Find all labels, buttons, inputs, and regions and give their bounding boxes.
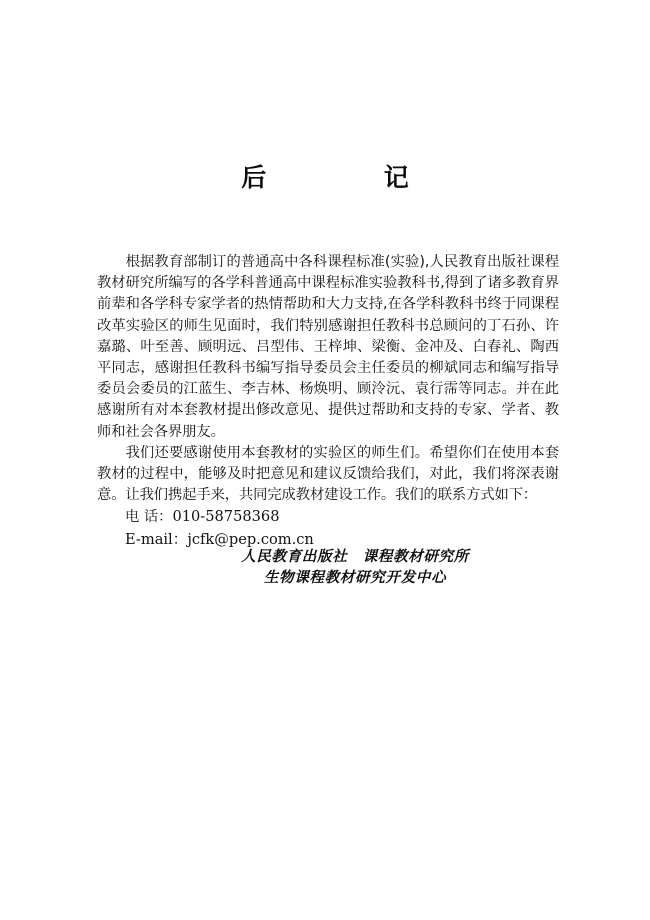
contact-phone-label: 电 话：	[125, 509, 173, 526]
contact-phone-value: 010-58758368	[172, 508, 280, 526]
signature-line-center: 生物课程教材研究开发中心	[263, 568, 447, 586]
contact-phone-line	[97, 506, 559, 528]
contact-email-label: E-mail：	[125, 530, 188, 548]
contact-email-value: jcfk@pep.com.cn	[187, 530, 314, 548]
signature-line-publisher: 人民教育出版社 课程教材研究所	[241, 548, 469, 565]
body-text-block	[97, 252, 559, 550]
signature-block	[0, 547, 650, 588]
paragraph-2: 我们还要感谢使用本套教材的实验区的师生们。希望你们在使用本套教材的过程中，能够及时把意见和建议反馈给我们，对此，我们将深表谢意。让我们携起手来，共同完成教材建设工作。我们的联系方式如下：	[97, 444, 559, 504]
paragraph-1: 根据教育部制订的普通高中各科课程标准(实验),人民教育出版社课程教材研究所编写的各学科普通高中课程标准实验教科书,得到了诸多教育界前辈和各学科专家学者的热情帮助和大力支持,在各学科教科书终于同课程改革实验区的师生见面时，我们特别感谢担任教科书总顾问的丁石孙、许嘉璐、叶至善、顾明远、吕型伟、王梓坤、梁衡、金冲及、白春礼、陶西平同志，感谢担任教科书编写指导委员会主任委员的柳斌同志和编写指导委员会委员的江蓝生、李吉林、杨焕明、顾泠沅、袁行霈等同志。并在此感谢所有对本套教材提出修改意见、提供过帮助和支持的专家、学者、教师和社会各界朋友。	[97, 254, 559, 440]
page-title: 后 记	[241, 163, 432, 192]
